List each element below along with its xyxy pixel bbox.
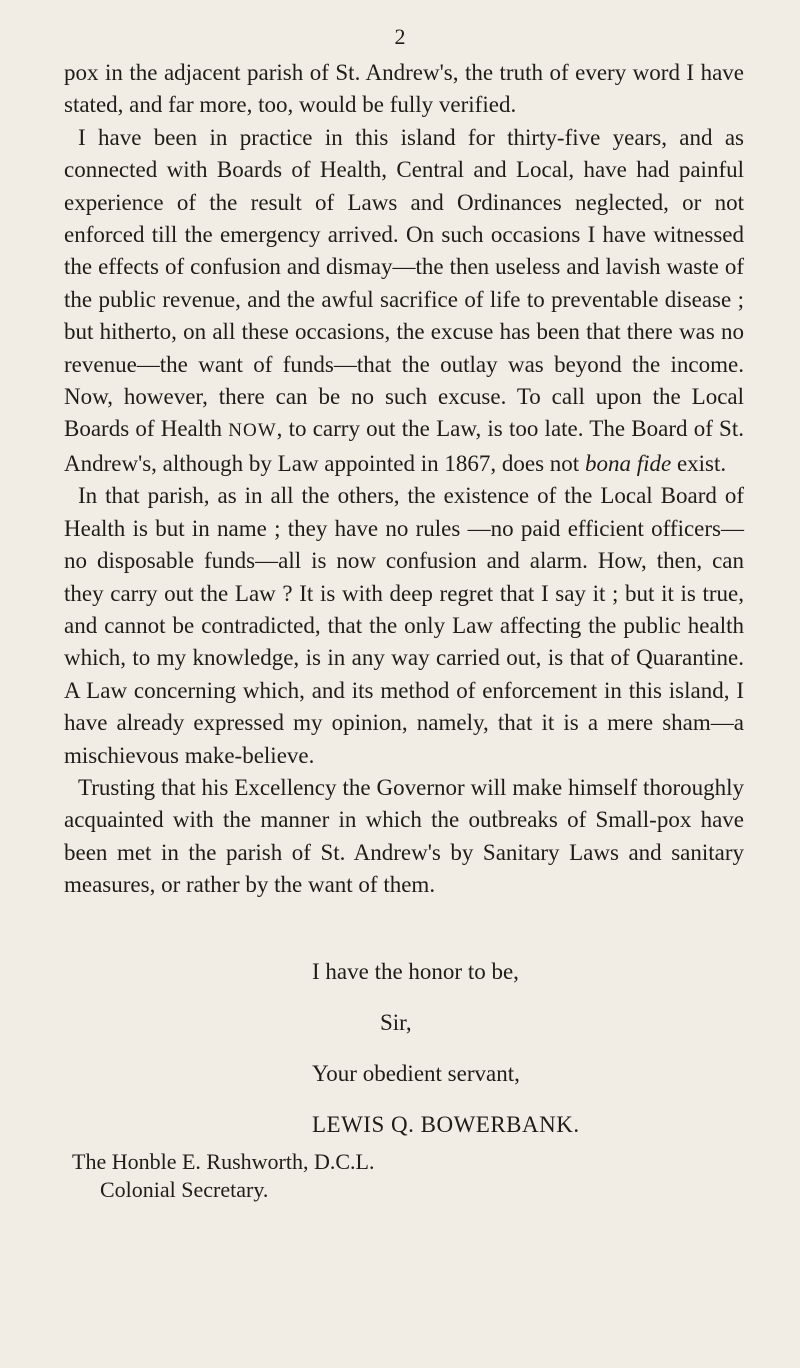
paragraph-trusting: Trusting that his Excellency the Governor will make himself thoroughly acquainted with the manner in which the outbreaks of Small-pox have been met in the parish of St. Andrew's by Sanitary Laws and sanitary measures, or rather by the want of them. [64, 774, 744, 898]
paragraph-practice-text-a: I have been in practice in this island for thirty-five years, and as connected with Boards of Health, Central and Local, have had painful experience of the result of Laws and Ordinances neglected, or not enforced till the emergency arrived. On such occasions I have witnessed the effects of confusion and dismay—the then useless and lavish waste of the public revenue, and the awful sacrifice of life to preventable disease ; but hitherto, on all these occasions, the excuse has been that there was no revenue—the want of funds—that the outlay was beyond the income. Now, however, there can be no such excuse. To call upon the Local Boards of Health [64, 124, 744, 442]
paragraph-practice-now: NOW [228, 420, 277, 442]
paragraph-continuation: pox in the adjacent parish of St. Andrew's, the truth of every word I have stated, and far more, too, would be fully verified. [64, 60, 744, 118]
addressee-block [64, 1148, 744, 1204]
closing-honor-text: I have the honor to be, [312, 959, 519, 984]
closing-servant-text: Your obedient servant, [312, 1061, 520, 1086]
paragraph-practice [64, 122, 744, 480]
paragraph-local-board: In that parish, as in all the others, the existence of the Local Board of Health is but in name ; they have no rules —no paid efficient officers—no disposable funds—all is now confusion and alarm. How, then, can they carry out the Law ? It is with deep regret that I say it ; but it is true, and cannot be contradicted, that the only Law affecting the public health which, to my knowledge, is in any way carried out, is that of Quarantine. A Law concerning which, and its method of enforcement in this island, I have already expressed my opinion, namely, that it is a mere sham—a mischievous make-believe. [64, 483, 744, 768]
paragraph-practice-italic: bona fide [584, 450, 672, 476]
addressee-name: The Honble E. Rushworth, D.C.L. [72, 1149, 375, 1174]
signature-name: LEWIS Q. BOWERBANK. [312, 1112, 580, 1137]
letter-body [64, 57, 744, 902]
paragraph-practice-text-b: , to carry out the Law, is too late. The Board of St. Andrew's, although by Law appointed in 1867, does not [64, 416, 744, 476]
addressee-title: Colonial Secretary. [100, 1177, 269, 1202]
paragraph-practice-text-c: exist. [671, 450, 727, 476]
page-number: 2 [394, 24, 406, 49]
closing-salutation-text: Sir, [380, 1010, 412, 1035]
